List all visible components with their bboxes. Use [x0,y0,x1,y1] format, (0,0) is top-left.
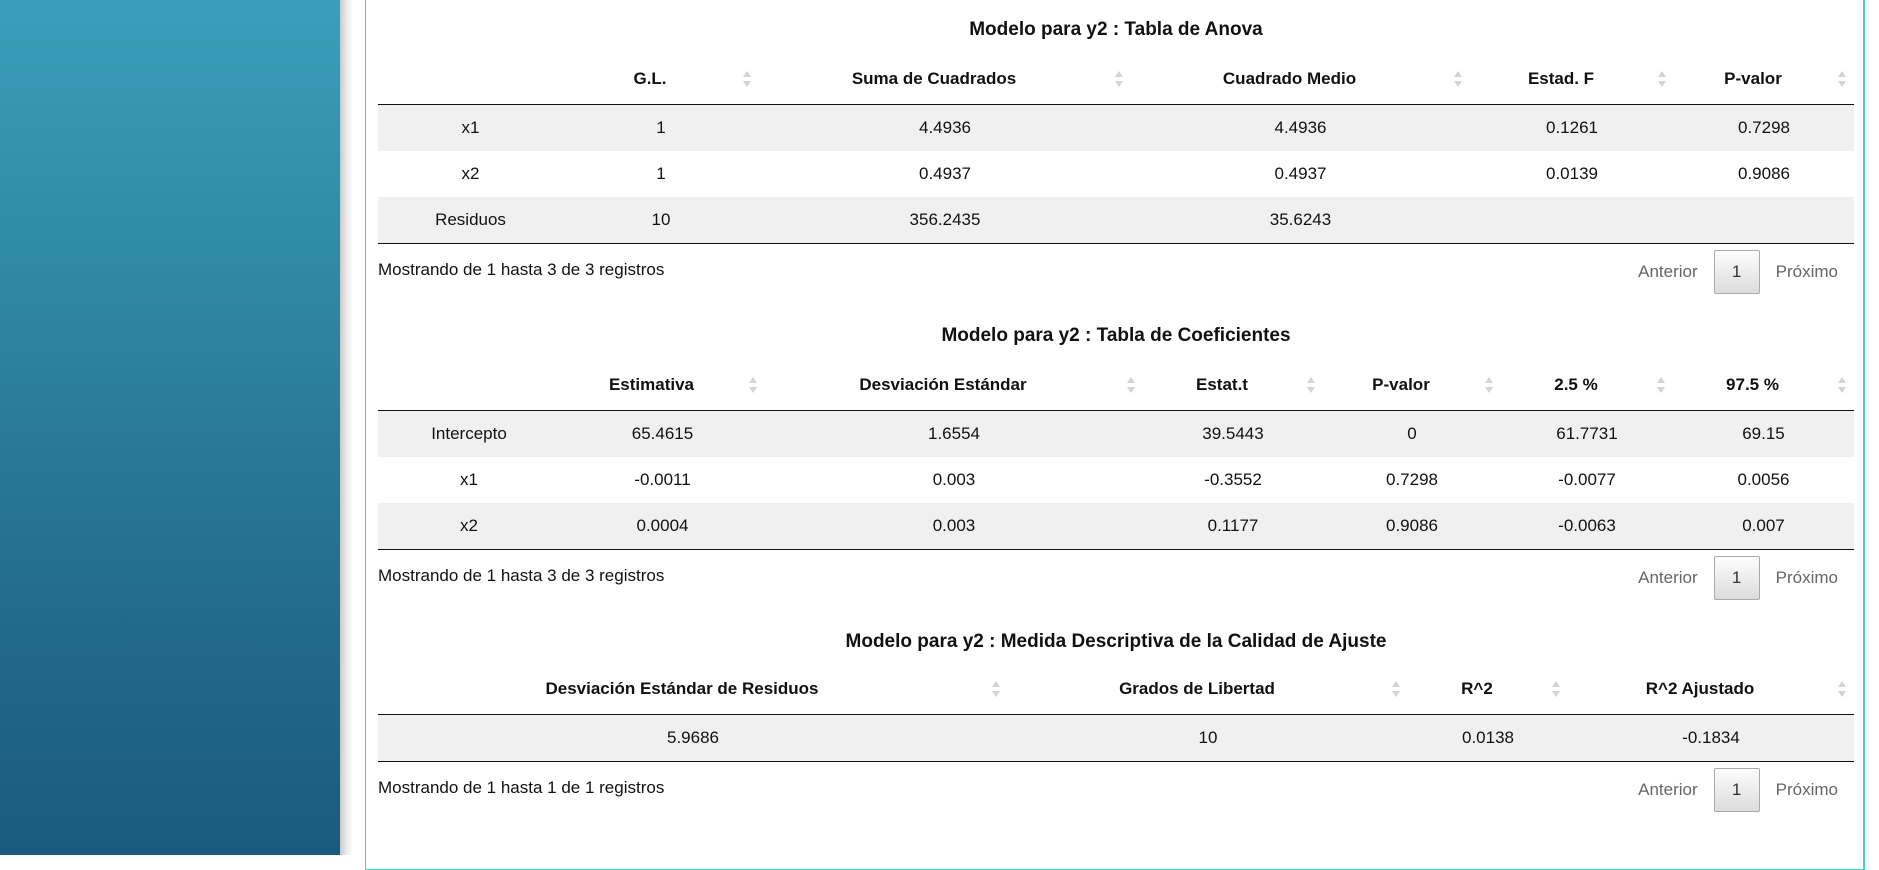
sort-both-icon[interactable] [992,681,1000,697]
table-cell: 0.003 [765,503,1143,550]
col-header-estimativa[interactable]: Estimativa [560,360,765,411]
col-header-grados-libertad[interactable]: Grados de Libertad [1008,664,1408,715]
col-header-estad-f[interactable]: Estad. F [1470,54,1674,105]
col-header-desviacion-estandar[interactable]: Desviación Estándar [765,360,1143,411]
table-cell: -0.3552 [1204,470,1262,489]
table-cell: 0.007 [1673,503,1854,550]
next-button[interactable]: Próximo [1775,568,1838,587]
table-cell: 0.0139 [1546,164,1598,183]
sort-both-icon[interactable] [1115,71,1123,87]
table-cell: 1 [563,105,759,152]
anova-table [378,54,1854,244]
table-cell: x1 [460,470,478,489]
sort-both-icon[interactable] [1485,377,1493,393]
anova-header-row [378,54,1854,105]
anova-footer [378,244,1854,296]
pagination [1622,768,1854,812]
table-cell: x1 [378,105,563,152]
table-cell: 1 [656,164,666,183]
col-header-gl[interactable]: G.L. [563,54,759,105]
sort-both-icon[interactable] [1838,71,1846,87]
table-cell: 0.9086 [1323,503,1501,550]
table-cell: -0.0063 [1501,503,1673,550]
col-header-p-valor[interactable]: P-valor [1674,54,1854,105]
sidebar [0,0,340,855]
table-cell [1674,197,1854,244]
records-info: Mostrando de 1 hasta 3 de 3 registros [378,566,665,585]
table-row [378,151,1854,197]
records-info: Mostrando de 1 hasta 1 de 1 registros [378,778,665,797]
table-cell: 0.003 [932,470,976,489]
fit-footer [378,762,1854,814]
sort-both-icon[interactable] [1307,377,1315,393]
col-header-term [378,54,563,105]
table-cell: 0.0138 [1408,715,1568,762]
records-info: Mostrando de 1 hasta 3 de 3 registros [378,260,665,279]
coef-section [378,324,1854,602]
table-cell: 4.4936 [1131,105,1470,152]
table-cell: -0.0011 [634,470,691,489]
table-cell: 356.2435 [759,197,1131,244]
sort-both-icon[interactable] [749,377,757,393]
table-cell: 4.4936 [759,105,1131,152]
fit-title: Modelo para y2 : Medida Descriptiva de la Calidad de Ajuste [845,631,1387,652]
page-1-button[interactable]: 1 [1714,250,1760,294]
page-1-button[interactable]: 1 [1714,768,1760,812]
anova-section [378,18,1854,296]
fit-header-row [378,664,1854,715]
previous-button[interactable]: Anterior [1638,568,1698,587]
col-header-97-5[interactable]: 97.5 % [1673,360,1854,411]
col-header-estat-t[interactable]: Estat.t [1143,360,1323,411]
fit-table [378,664,1854,762]
table-cell: 0.7298 [1674,105,1854,152]
table-cell: 61.7731 [1501,411,1673,458]
table-row [378,715,1854,762]
sort-both-icon[interactable] [1127,377,1135,393]
col-header-cuadrado-medio[interactable]: Cuadrado Medio [1131,54,1470,105]
sort-both-icon[interactable] [1552,681,1560,697]
table-cell: 39.5443 [1143,411,1323,458]
table-row [378,411,1854,458]
table-cell: 0.1261 [1470,105,1674,152]
sort-both-icon[interactable] [743,71,751,87]
coef-table [378,360,1854,550]
table-cell: Residuos [378,197,563,244]
table-cell: x2 [378,503,560,550]
anova-title: Modelo para y2 : Tabla de Anova [969,19,1263,40]
table-row [378,503,1854,550]
col-header-r2-ajustado[interactable]: R^2 Ajustado [1568,664,1854,715]
previous-button[interactable]: Anterior [1638,262,1698,281]
previous-button[interactable]: Anterior [1638,780,1698,799]
table-cell: 0.4937 [1274,164,1327,183]
table-cell: -0.1834 [1568,715,1854,762]
table-row [378,457,1854,503]
coef-footer [378,550,1854,602]
fit-section [378,630,1854,814]
table-cell: -0.0077 [1558,470,1616,489]
sort-both-icon[interactable] [1657,377,1665,393]
sort-both-icon[interactable] [1838,681,1846,697]
page-1-button[interactable]: 1 [1714,556,1760,600]
col-header-p-valor[interactable]: P-valor [1323,360,1501,411]
table-cell: 0.1177 [1143,503,1323,550]
pagination [1622,250,1854,294]
table-cell: 0.0056 [1737,470,1790,489]
table-row [378,197,1854,244]
table-cell: 1.6554 [765,411,1143,458]
table-row [378,105,1854,152]
table-cell: 65.4615 [560,411,765,458]
table-cell: x2 [461,164,480,183]
col-header-term [378,360,560,411]
table-cell: 10 [1008,715,1408,762]
table-cell: 35.6243 [1131,197,1470,244]
sort-both-icon[interactable] [1838,377,1846,393]
col-header-2-5[interactable]: 2.5 % [1501,360,1673,411]
next-button[interactable]: Próximo [1775,780,1838,799]
coef-title: Modelo para y2 : Tabla de Coeficientes [941,325,1291,346]
next-button[interactable]: Próximo [1775,262,1838,281]
sort-both-icon[interactable] [1392,681,1400,697]
table-cell: 0.0004 [560,503,765,550]
col-header-r2[interactable]: R^2 [1408,664,1568,715]
table-cell: 10 [563,197,759,244]
table-cell: 0.9086 [1738,164,1790,183]
sort-both-icon[interactable] [1658,71,1666,87]
main-content [378,0,1854,814]
table-cell: 0.4937 [919,164,971,183]
col-header-suma-cuadrados[interactable]: Suma de Cuadrados [759,54,1131,105]
table-cell: 5.9686 [378,715,1008,762]
sidebar-edge [340,0,352,855]
table-cell: Intercepto [378,411,560,458]
sort-both-icon[interactable] [1454,71,1462,87]
pagination [1622,556,1854,600]
table-cell: 0.7298 [1386,470,1438,489]
table-cell: 69.15 [1673,411,1854,458]
table-cell [1470,197,1674,244]
coef-header-row [378,360,1854,411]
table-cell: 0 [1323,411,1501,458]
col-header-desviacion-residuos[interactable]: Desviación Estándar de Residuos [378,664,1008,715]
